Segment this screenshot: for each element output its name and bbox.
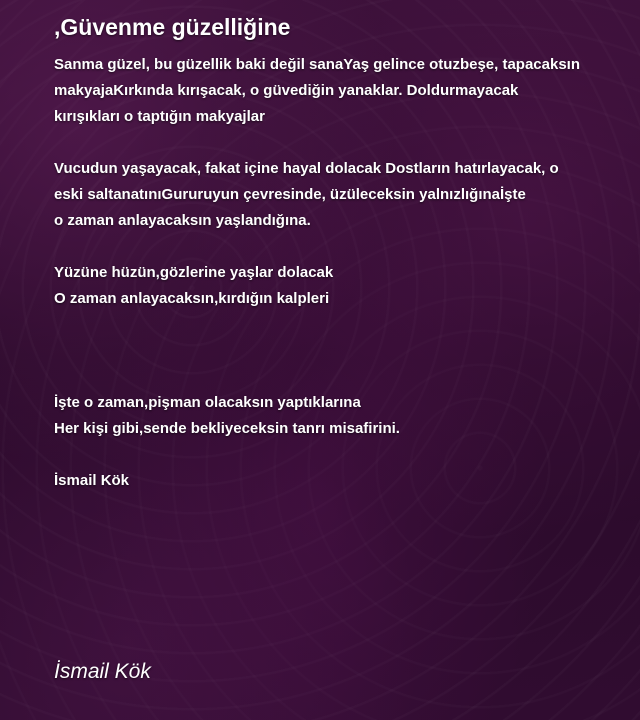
poem-line: Her kişi gibi,sende bekliyeceksin tanrı misafirini. (54, 420, 400, 437)
poem-line: İşte o zaman,pişman olacaksın yaptıklarına (54, 394, 361, 411)
poem-line: kırışıkları o taptığın makyajlar (54, 108, 265, 125)
poem-line: Sanma güzel, bu güzellik baki değil sanaYaş gelince otuzbeşe, tapacaksın (54, 56, 581, 73)
stanza-gap (54, 130, 634, 156)
author-signature: İsmail Kök (54, 660, 151, 683)
stanza-gap (54, 442, 634, 468)
poem-line: Yüzüne hüzün,gözlerine yaşlar dolacak (54, 264, 334, 281)
poem-line: o zaman anlayacaksın yaşlandığına. (54, 212, 311, 229)
poem-line: makyajaKırkında kırışacak, o güvediğin yanaklar. Doldurmayacak (54, 82, 519, 99)
stanza-gap (54, 234, 634, 260)
stanza-gap (54, 312, 634, 390)
poem-line: eski saltanatınıGururuyun çevresinde, üzüleceksin yalnızlığınaİşte (54, 186, 526, 203)
poem-body (54, 52, 634, 494)
poem-title: ,Güvenme güzelliğine (54, 14, 291, 40)
poem-author-line: İsmail Kök (54, 472, 130, 489)
poem-line: O zaman anlayacaksın,kırdığın kalpleri (54, 290, 330, 307)
poem-line: Vucudun yaşayacak, fakat içine hayal dolacak Dostların hatırlayacak, o (54, 160, 559, 177)
